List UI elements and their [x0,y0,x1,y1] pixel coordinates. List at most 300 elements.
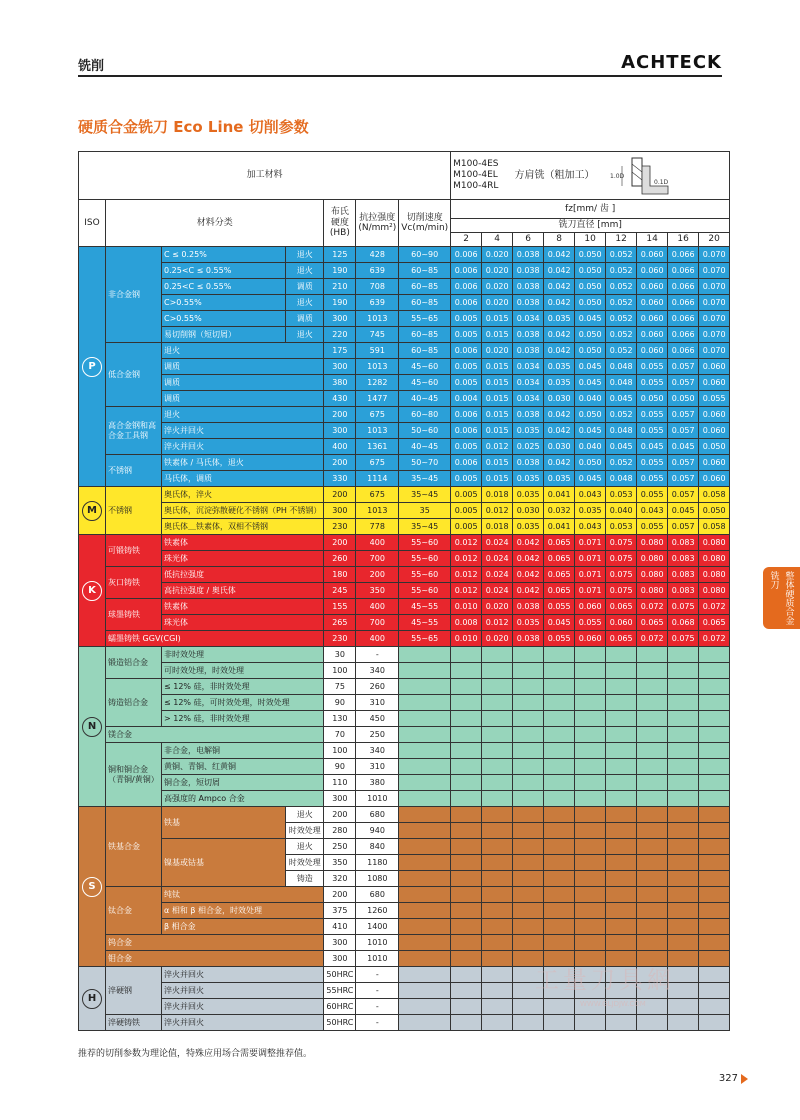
fz-value [637,855,668,871]
hardness-value: 50HRC [324,1015,356,1031]
hardness-value: 110 [324,775,356,791]
table-row [79,375,730,391]
fz-value: 0.083 [668,551,699,567]
fz-value [606,647,637,663]
fz-value: 0.052 [606,247,637,263]
fz-value [513,791,544,807]
fz-value [699,711,730,727]
fz-value: 0.050 [575,295,606,311]
hardness-value: 190 [324,295,356,311]
fz-value [482,983,513,999]
fz-value [606,679,637,695]
fz-value [513,807,544,823]
material-desc: 珠光体 [162,615,324,631]
subgroup-label: 铁基 [162,807,286,839]
material-desc: > 12% 硅，非时效处理 [162,711,324,727]
speed-value: 55~60 [399,551,451,567]
hardness-value: 410 [324,919,356,935]
speed-value [399,823,451,839]
strength-value: 340 [356,743,399,759]
material-desc: 奥氏体，沉淀弥散硬化不锈钢（PH 不锈钢） [162,503,324,519]
speed-value: 45~60 [399,375,451,391]
fz-value: 0.045 [544,615,575,631]
fz-value [606,823,637,839]
speed-value: 35~45 [399,519,451,535]
hardness-value: 265 [324,615,356,631]
strength-value: 700 [356,551,399,567]
group-label: 低合金钢 [106,343,162,407]
table-row [79,327,730,343]
fz-value: 0.055 [544,599,575,615]
fz-value: 0.038 [513,327,544,343]
fz-value [451,903,482,919]
strength-value: 340 [356,663,399,679]
hardness-value: 190 [324,263,356,279]
fz-value [699,727,730,743]
fz-value [606,775,637,791]
strength-header: 抗拉强度(N/mm²) [356,200,399,247]
fz-value: 0.042 [513,551,544,567]
iso-cell-h [79,967,106,1031]
fz-value [699,1015,730,1031]
fz-value [575,775,606,791]
material-desc: 黄铜、青铜、红黄铜 [162,759,324,775]
strength-value: 1400 [356,919,399,935]
hardness-value: 380 [324,375,356,391]
fz-value: 0.053 [606,519,637,535]
hardness-value: 400 [324,439,356,455]
strength-value: - [356,983,399,999]
strength-value: 1013 [356,503,399,519]
fz-value: 0.052 [606,343,637,359]
fz-value: 0.048 [606,375,637,391]
category-header: 材料分类 [106,200,324,247]
fz-value: 0.005 [451,487,482,503]
fz-value: 0.075 [606,583,637,599]
fz-value [544,711,575,727]
fz-value [637,839,668,855]
group-label: 淬硬铸铁 [106,1015,162,1031]
group-label: 钼合金 [106,951,324,967]
group-label: 非合金钢 [106,247,162,343]
strength-value: 380 [356,775,399,791]
speed-value: 60~90 [399,247,451,263]
strength-value: 1361 [356,439,399,455]
fz-value: 0.048 [606,423,637,439]
fz-value [668,711,699,727]
table-row [79,247,730,263]
fz-value: 0.035 [513,471,544,487]
fz-value: 0.057 [668,407,699,423]
fz-value [482,695,513,711]
fz-value: 0.020 [482,599,513,615]
fz-value: 0.043 [575,487,606,503]
iso-badge: S [82,877,102,897]
fz-value [668,935,699,951]
fz-value [513,839,544,855]
fz-value [575,711,606,727]
fz-value [668,679,699,695]
fz-value: 0.024 [482,535,513,551]
hardness-value: 350 [324,855,356,871]
fz-value: 0.055 [575,615,606,631]
hardness-value: 280 [324,823,356,839]
treatment: 退火 [286,295,324,311]
fz-value [668,871,699,887]
fz-value [544,903,575,919]
fz-value [482,823,513,839]
fz-value: 0.004 [451,391,482,407]
strength-value: - [356,647,399,663]
fz-value: 0.008 [451,615,482,631]
fz-value [544,663,575,679]
fz-value [606,727,637,743]
fz-value: 0.038 [513,279,544,295]
treatment: 铸造 [286,871,324,887]
fz-value: 0.020 [482,295,513,311]
strength-value: 1013 [356,359,399,375]
fz-value: 0.038 [513,407,544,423]
fz-value [575,855,606,871]
watermark-url: WWW.GLJDJW.COM [580,1000,646,1008]
fz-value [606,791,637,807]
strength-value: 639 [356,295,399,311]
strength-value: 310 [356,695,399,711]
fz-value: 0.040 [575,439,606,455]
speed-value [399,919,451,935]
hardness-value: 155 [324,599,356,615]
fz-value [637,791,668,807]
speed-value: 35 [399,503,451,519]
page-number: 327 [718,1073,738,1084]
table-row [79,1015,730,1031]
fz-value: 0.012 [451,535,482,551]
operation-header [451,152,730,200]
fz-value: 0.050 [699,503,730,519]
fz-value: 0.060 [637,263,668,279]
strength-value: 250 [356,727,399,743]
fz-value [451,1015,482,1031]
strength-value: 1010 [356,951,399,967]
fz-value: 0.050 [668,391,699,407]
hardness-value: 220 [324,327,356,343]
table-row [79,791,730,807]
group-label: 高合金钢和高合金工具钢 [106,407,162,455]
fz-value: 0.042 [544,407,575,423]
fz-value: 0.042 [544,279,575,295]
table-row [79,743,730,759]
hardness-value: 200 [324,535,356,551]
fz-value [668,1015,699,1031]
fz-value: 0.012 [482,439,513,455]
fz-value: 0.042 [544,295,575,311]
fz-value: 0.075 [606,551,637,567]
hardness-value: 200 [324,807,356,823]
fz-value [699,935,730,951]
fz-value: 0.070 [699,311,730,327]
fz-value: 0.035 [544,311,575,327]
fz-value [637,775,668,791]
fz-value [699,967,730,983]
fz-value [637,759,668,775]
side-tab-line2: 铣刀 [768,571,779,589]
material-desc: 0.25<C ≤ 0.55% [162,263,286,279]
fz-value [513,711,544,727]
iso-badge: N [82,717,102,737]
fz-value: 0.045 [606,391,637,407]
fz-value [575,887,606,903]
material-desc: 退火 [162,407,324,423]
fz-value: 0.060 [637,279,668,295]
fz-value: 0.065 [606,631,637,647]
strength-value: 700 [356,615,399,631]
side-category-tab[interactable] [763,567,800,629]
fz-value [544,839,575,855]
fz-value: 0.015 [482,471,513,487]
fz-value: 0.080 [699,567,730,583]
strength-value: 1080 [356,871,399,887]
hardness-value: 230 [324,519,356,535]
hardness-value: 125 [324,247,356,263]
speed-value [399,951,451,967]
fz-value: 0.038 [513,247,544,263]
table-row [79,727,730,743]
treatment: 退火 [286,263,324,279]
fz-value [699,647,730,663]
fz-value [513,855,544,871]
fz-value [482,791,513,807]
speed-value: 45~60 [399,359,451,375]
fz-value: 0.038 [513,455,544,471]
table-row [79,152,730,200]
fz-value [668,807,699,823]
fz-value [451,839,482,855]
fz-value: 0.075 [668,631,699,647]
group-label: 蠕墨铸铁 GGV(CGI) [106,631,324,647]
fz-value: 0.050 [575,263,606,279]
fz-value: 0.010 [451,599,482,615]
hardness-value: 320 [324,871,356,887]
fz-value: 0.045 [637,439,668,455]
speed-value [399,967,451,983]
material-desc: β 相合金 [162,919,324,935]
fz-value: 0.045 [575,375,606,391]
fz-value: 0.034 [513,359,544,375]
hardness-value: 375 [324,903,356,919]
material-desc: 铁素体 [162,535,324,551]
fz-value [637,663,668,679]
iso-cell-s [79,807,106,967]
fz-value [668,903,699,919]
fz-value: 0.006 [451,247,482,263]
fz-value [575,679,606,695]
group-label: 钛合金 [106,887,162,935]
diameter-col-header: 10 [575,233,606,247]
table-row [79,679,730,695]
fz-value [513,727,544,743]
fz-value [575,727,606,743]
fz-value [451,679,482,695]
fz-value: 0.065 [637,615,668,631]
fz-value: 0.015 [482,327,513,343]
fz-value [606,839,637,855]
fz-value: 0.020 [482,279,513,295]
fz-value: 0.072 [699,599,730,615]
fz-value [482,775,513,791]
diameter-col-header: 4 [482,233,513,247]
material-desc: 淬火并回火 [162,1015,324,1031]
fz-value: 0.060 [637,295,668,311]
fz-value: 0.015 [482,359,513,375]
treatment: 退火 [286,247,324,263]
strength-value: 400 [356,599,399,615]
fz-value [451,759,482,775]
table-row [79,407,730,423]
fz-value [482,919,513,935]
speed-value [399,647,451,663]
fz-value: 0.066 [668,295,699,311]
fz-value [575,919,606,935]
fz-value: 0.035 [513,615,544,631]
material-desc: 奥氏体＿铁素体，双相不锈钢 [162,519,324,535]
strength-value: 310 [356,759,399,775]
fz-value [451,791,482,807]
fz-value [513,903,544,919]
fz-value [513,935,544,951]
strength-value: - [356,1015,399,1031]
hardness-value: 55HRC [324,983,356,999]
table-row [79,503,730,519]
fz-value: 0.065 [699,615,730,631]
table-row [79,903,730,919]
fz-value: 0.012 [451,567,482,583]
fz-value [513,1015,544,1031]
fz-value: 0.018 [482,487,513,503]
fz-value [637,807,668,823]
table-row [79,423,730,439]
table-row [79,200,730,219]
diag-width-label: 0.1D [654,178,669,186]
strength-value: 400 [356,631,399,647]
hardness-value: 300 [324,423,356,439]
fz-value [544,871,575,887]
table-row [79,359,730,375]
strength-value: 350 [356,583,399,599]
table-row [79,471,730,487]
table-row [79,631,730,647]
cutting-parameter-table [78,151,730,1031]
fz-value: 0.030 [544,439,575,455]
fz-value [699,759,730,775]
speed-value: 55~60 [399,583,451,599]
speed-value [399,663,451,679]
fz-value [699,951,730,967]
fz-value [575,823,606,839]
speed-value [399,727,451,743]
hardness-value: 200 [324,487,356,503]
fz-value: 0.012 [451,583,482,599]
speed-value: 55~65 [399,631,451,647]
material-desc: 马氏体，调质 [162,471,324,487]
fz-value [575,807,606,823]
material-desc: C>0.55% [162,311,286,327]
strength-value: 450 [356,711,399,727]
fz-value [544,775,575,791]
fz-value [699,679,730,695]
fz-value: 0.025 [513,439,544,455]
fz-value: 0.070 [699,327,730,343]
table-row [79,263,730,279]
speed-value [399,791,451,807]
fz-value: 0.055 [637,519,668,535]
fz-value: 0.050 [575,407,606,423]
treatment: 调质 [286,279,324,295]
hardness-value: 50HRC [324,967,356,983]
fz-value: 0.042 [544,423,575,439]
group-label: 可锻铸铁 [106,535,162,567]
fz-value: 0.060 [575,631,606,647]
table-row [79,663,730,679]
fz-value [699,983,730,999]
fz-value: 0.070 [699,247,730,263]
header-divider [78,75,722,77]
hardness-value: 175 [324,343,356,359]
fz-value: 0.060 [637,327,668,343]
fz-value: 0.066 [668,327,699,343]
fz-value [606,1015,637,1031]
fz-value: 0.055 [637,359,668,375]
material-desc: 淬火并回火 [162,423,324,439]
strength-value: 745 [356,327,399,343]
strength-value: 1180 [356,855,399,871]
side-tab-line1: 整体硬质合金 [783,571,794,625]
speed-value [399,871,451,887]
brand-logo: ACHTECK [621,52,722,73]
fz-value [637,743,668,759]
strength-value: 840 [356,839,399,855]
hardness-value: 200 [324,407,356,423]
fz-value: 0.045 [668,503,699,519]
fz-value [544,807,575,823]
fz-value [637,679,668,695]
fz-value [699,919,730,935]
group-label: 铁基合金 [106,807,162,887]
fz-value [544,679,575,695]
fz-value [544,743,575,759]
fz-value [451,855,482,871]
fz-value: 0.071 [575,567,606,583]
fz-value: 0.035 [575,503,606,519]
material-desc: 非合金，电解铜 [162,743,324,759]
fz-value: 0.065 [606,599,637,615]
fz-value: 0.055 [637,471,668,487]
speed-value [399,1015,451,1031]
fz-value: 0.080 [699,535,730,551]
diameter-col-header: 6 [513,233,544,247]
fz-value: 0.058 [699,487,730,503]
speed-value: 35~45 [399,471,451,487]
fz-value [699,791,730,807]
fz-value: 0.024 [482,567,513,583]
fz-value: 0.020 [482,631,513,647]
fz-value: 0.080 [637,583,668,599]
material-desc: 可时效处理，时效处理 [162,663,324,679]
table-row [79,887,730,903]
hardness-value: 245 [324,583,356,599]
fz-value [513,743,544,759]
strength-value: 708 [356,279,399,295]
fz-value: 0.060 [637,311,668,327]
